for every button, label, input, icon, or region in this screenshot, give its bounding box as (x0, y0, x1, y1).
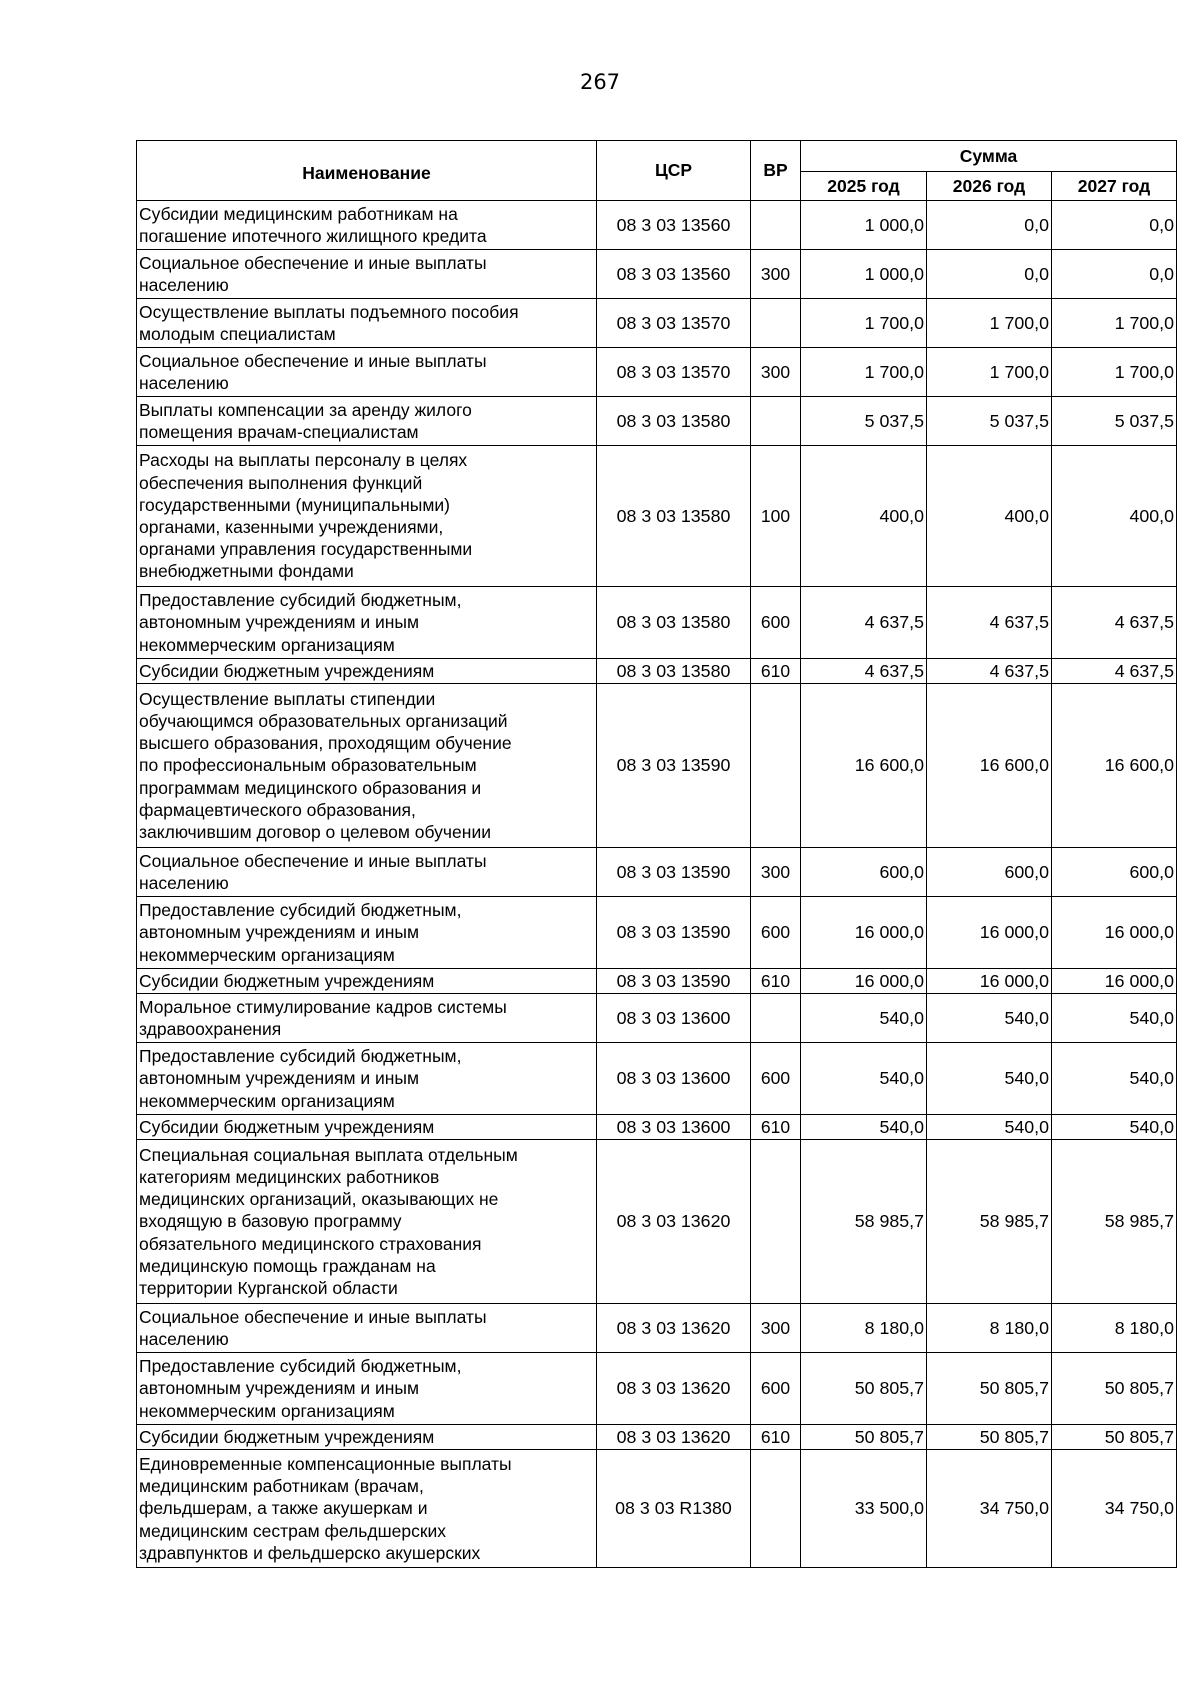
row-amount-2025: 1 000,0 (801, 201, 927, 250)
row-amount-2025: 540,0 (801, 1115, 927, 1140)
row-amount-2026: 0,0 (927, 201, 1052, 250)
row-amount-2026: 50 805,7 (927, 1353, 1052, 1425)
row-amount-2026: 1 700,0 (927, 348, 1052, 397)
row-amount-2025: 1 000,0 (801, 250, 927, 299)
row-name: Предоставление субсидий бюджетным, автономным учреждениям и иным некоммерческим организациям (139, 590, 462, 655)
header-year-2027: 2027 год (1052, 172, 1177, 201)
row-name-cell (137, 969, 597, 994)
table-row (137, 250, 1177, 299)
row-amount-2027: 5 037,5 (1052, 397, 1177, 446)
row-name: Субсидии бюджетным учреждениям (139, 970, 435, 991)
header-year-2026: 2026 год (927, 172, 1052, 201)
header-name: Наименование (137, 141, 597, 201)
row-csr: 08 3 03 13600 (597, 1043, 751, 1115)
table-row (137, 348, 1177, 397)
row-csr: 08 3 03 13570 (597, 299, 751, 348)
row-name-cell (137, 1425, 597, 1450)
row-amount-2025: 16 600,0 (801, 684, 927, 848)
row-amount-2027: 540,0 (1052, 994, 1177, 1043)
table-row (137, 848, 1177, 897)
row-csr: 08 3 03 13590 (597, 684, 751, 848)
row-amount-2027: 1 700,0 (1052, 299, 1177, 348)
row-amount-2026: 58 985,7 (927, 1140, 1052, 1304)
row-csr: 08 3 03 13580 (597, 587, 751, 659)
row-amount-2027: 8 180,0 (1052, 1304, 1177, 1353)
row-csr: 08 3 03 13620 (597, 1140, 751, 1304)
row-amount-2026: 50 805,7 (927, 1425, 1052, 1450)
row-name-cell (137, 848, 597, 897)
row-amount-2026: 540,0 (927, 1115, 1052, 1140)
row-csr: 08 3 03 13580 (597, 659, 751, 684)
row-csr: 08 3 03 13560 (597, 201, 751, 250)
row-amount-2026: 16 600,0 (927, 684, 1052, 848)
row-amount-2025: 600,0 (801, 848, 927, 897)
row-vr: 600 (751, 587, 801, 659)
row-csr: 08 3 03 13590 (597, 848, 751, 897)
row-vr (751, 994, 801, 1043)
row-vr: 300 (751, 848, 801, 897)
row-amount-2027: 16 000,0 (1052, 969, 1177, 994)
row-vr (751, 1140, 801, 1304)
row-vr (751, 201, 801, 250)
row-vr (751, 299, 801, 348)
row-name-cell (137, 659, 597, 684)
table-row (137, 994, 1177, 1043)
row-csr: 08 3 03 13620 (597, 1425, 751, 1450)
row-csr: 08 3 03 13560 (597, 250, 751, 299)
row-vr: 600 (751, 1353, 801, 1425)
table-row (137, 397, 1177, 446)
row-amount-2026: 4 637,5 (927, 587, 1052, 659)
row-name-cell (137, 1140, 597, 1304)
row-name-cell (137, 397, 597, 446)
row-amount-2026: 8 180,0 (927, 1304, 1052, 1353)
row-amount-2026: 400,0 (927, 446, 1052, 587)
row-amount-2025: 50 805,7 (801, 1425, 927, 1450)
header-vr: ВР (751, 141, 801, 201)
row-vr: 300 (751, 1304, 801, 1353)
row-vr (751, 397, 801, 446)
row-amount-2027: 0,0 (1052, 201, 1177, 250)
row-amount-2026: 16 000,0 (927, 969, 1052, 994)
row-name-cell (137, 897, 597, 969)
row-csr: 08 3 03 13580 (597, 397, 751, 446)
row-amount-2025: 58 985,7 (801, 1140, 927, 1304)
row-vr: 300 (751, 250, 801, 299)
row-name-cell (137, 348, 597, 397)
row-amount-2026: 1 700,0 (927, 299, 1052, 348)
table-row (137, 1115, 1177, 1140)
row-name: Осуществление выплаты подъемного пособия молодым специалистам (139, 301, 519, 344)
row-amount-2026: 16 000,0 (927, 897, 1052, 969)
row-name-cell (137, 250, 597, 299)
row-amount-2025: 400,0 (801, 446, 927, 587)
table-row (137, 1304, 1177, 1353)
row-name-cell (137, 587, 597, 659)
row-vr: 610 (751, 1115, 801, 1140)
page-number: 267 (579, 70, 621, 94)
row-amount-2026: 0,0 (927, 250, 1052, 299)
row-name: Осуществление выплаты стипендии обучающимся образовательных организаций высшего образования, проходящим обучение по профессиональным образовательным программам медицинского образования и фармацевтического образования, заключившим договор о целевом обучении (139, 688, 512, 842)
row-amount-2025: 4 637,5 (801, 659, 927, 684)
row-amount-2027: 540,0 (1052, 1115, 1177, 1140)
row-vr: 600 (751, 897, 801, 969)
row-name: Социальное обеспечение и иные выплаты населению (139, 1306, 487, 1349)
row-name-cell (137, 299, 597, 348)
row-name: Социальное обеспечение и иные выплаты населению (139, 350, 487, 393)
row-csr: 08 3 03 13590 (597, 969, 751, 994)
table-row (137, 587, 1177, 659)
row-amount-2027: 600,0 (1052, 848, 1177, 897)
row-amount-2026: 540,0 (927, 994, 1052, 1043)
row-amount-2025: 1 700,0 (801, 348, 927, 397)
row-amount-2025: 33 500,0 (801, 1450, 927, 1568)
row-name: Выплаты компенсации за аренду жилого помещения врачам-специалистам (139, 399, 472, 442)
header-year-2025: 2025 год (801, 172, 927, 201)
row-vr (751, 684, 801, 848)
table-header-row (137, 141, 1177, 172)
row-name: Предоставление субсидий бюджетным, автономным учреждениям и иным некоммерческим организациям (139, 900, 462, 965)
header-sum: Сумма (801, 141, 1177, 172)
row-vr: 100 (751, 446, 801, 587)
row-csr: 08 3 03 13580 (597, 446, 751, 587)
row-amount-2027: 1 700,0 (1052, 348, 1177, 397)
row-name-cell (137, 1115, 597, 1140)
row-amount-2027: 400,0 (1052, 446, 1177, 587)
table-row (137, 446, 1177, 587)
row-name-cell (137, 1304, 597, 1353)
row-name: Субсидии медицинским работникам на погашение ипотечного жилищного кредита (139, 203, 487, 246)
row-name-cell (137, 201, 597, 250)
row-csr: 08 3 03 13570 (597, 348, 751, 397)
row-name-cell (137, 446, 597, 587)
table-row (137, 1140, 1177, 1304)
row-name-cell (137, 684, 597, 848)
row-amount-2025: 540,0 (801, 994, 927, 1043)
table-row (137, 1043, 1177, 1115)
row-amount-2027: 540,0 (1052, 1043, 1177, 1115)
row-amount-2025: 8 180,0 (801, 1304, 927, 1353)
row-amount-2027: 4 637,5 (1052, 587, 1177, 659)
table-row (137, 684, 1177, 848)
row-amount-2025: 5 037,5 (801, 397, 927, 446)
row-name-cell (137, 1043, 597, 1115)
row-name: Моральное стимулирование кадров системы здравоохранения (139, 996, 507, 1039)
row-name: Специальная социальная выплата отдельным категориям медицинских работников медицинских организаций, оказывающих не входящую в базовую программу обязательного медицинского страхования медицинскую помощь гражданам на территории Курганской области (139, 1144, 518, 1298)
row-amount-2027: 4 637,5 (1052, 659, 1177, 684)
row-vr: 610 (751, 659, 801, 684)
row-csr: 08 3 03 13620 (597, 1353, 751, 1425)
row-amount-2026: 34 750,0 (927, 1450, 1052, 1568)
table-row (137, 1450, 1177, 1568)
row-amount-2026: 540,0 (927, 1043, 1052, 1115)
row-vr: 300 (751, 348, 801, 397)
budget-table (136, 140, 1177, 1568)
row-amount-2025: 16 000,0 (801, 969, 927, 994)
row-amount-2027: 34 750,0 (1052, 1450, 1177, 1568)
row-vr: 610 (751, 1425, 801, 1450)
row-amount-2026: 5 037,5 (927, 397, 1052, 446)
row-amount-2027: 50 805,7 (1052, 1425, 1177, 1450)
row-name: Субсидии бюджетным учреждениям (139, 660, 435, 681)
row-csr: 08 3 03 13620 (597, 1304, 751, 1353)
row-amount-2025: 1 700,0 (801, 299, 927, 348)
row-csr: 08 3 03 13600 (597, 1115, 751, 1140)
table-body (137, 201, 1177, 1568)
row-amount-2027: 16 000,0 (1052, 897, 1177, 969)
table-row (137, 299, 1177, 348)
row-name: Предоставление субсидий бюджетным, автономным учреждениям и иным некоммерческим организациям (139, 1046, 462, 1111)
row-name-cell (137, 1450, 597, 1568)
row-amount-2027: 0,0 (1052, 250, 1177, 299)
row-amount-2027: 58 985,7 (1052, 1140, 1177, 1304)
row-csr: 08 3 03 R1380 (597, 1450, 751, 1568)
row-name: Социальное обеспечение и иные выплаты населению (139, 252, 487, 295)
row-name: Социальное обеспечение и иные выплаты населению (139, 850, 487, 893)
row-amount-2025: 16 000,0 (801, 897, 927, 969)
row-amount-2026: 4 637,5 (927, 659, 1052, 684)
row-name: Предоставление субсидий бюджетным, автономным учреждениям и иным некоммерческим организациям (139, 1356, 462, 1421)
row-amount-2026: 600,0 (927, 848, 1052, 897)
row-amount-2025: 4 637,5 (801, 587, 927, 659)
row-vr (751, 1450, 801, 1568)
table-row (137, 659, 1177, 684)
row-amount-2027: 16 600,0 (1052, 684, 1177, 848)
row-name: Субсидии бюджетным учреждениям (139, 1426, 435, 1447)
header-csr: ЦСР (597, 141, 751, 201)
row-name-cell (137, 994, 597, 1043)
table-row (137, 1353, 1177, 1425)
row-name: Расходы на выплаты персоналу в целях обеспечения выполнения функций государственными (муниципальными) органами, казенными учреждениями, органами управления государственными внебюджетными фондами (139, 450, 473, 582)
row-name-cell (137, 1353, 597, 1425)
row-csr: 08 3 03 13590 (597, 897, 751, 969)
table-row (137, 201, 1177, 250)
row-amount-2025: 540,0 (801, 1043, 927, 1115)
table-row (137, 969, 1177, 994)
row-csr: 08 3 03 13600 (597, 994, 751, 1043)
row-name: Единовременные компенсационные выплаты медицинским работникам (врачам, фельдшерам, а также акушеркам и медицинским сестрам фельдшерских здравпунктов и фельдшерско акушерских (139, 1453, 512, 1563)
row-name: Субсидии бюджетным учреждениям (139, 1116, 435, 1137)
row-amount-2025: 50 805,7 (801, 1353, 927, 1425)
table-row (137, 897, 1177, 969)
row-vr: 610 (751, 969, 801, 994)
row-vr: 600 (751, 1043, 801, 1115)
table-row (137, 1425, 1177, 1450)
row-amount-2027: 50 805,7 (1052, 1353, 1177, 1425)
